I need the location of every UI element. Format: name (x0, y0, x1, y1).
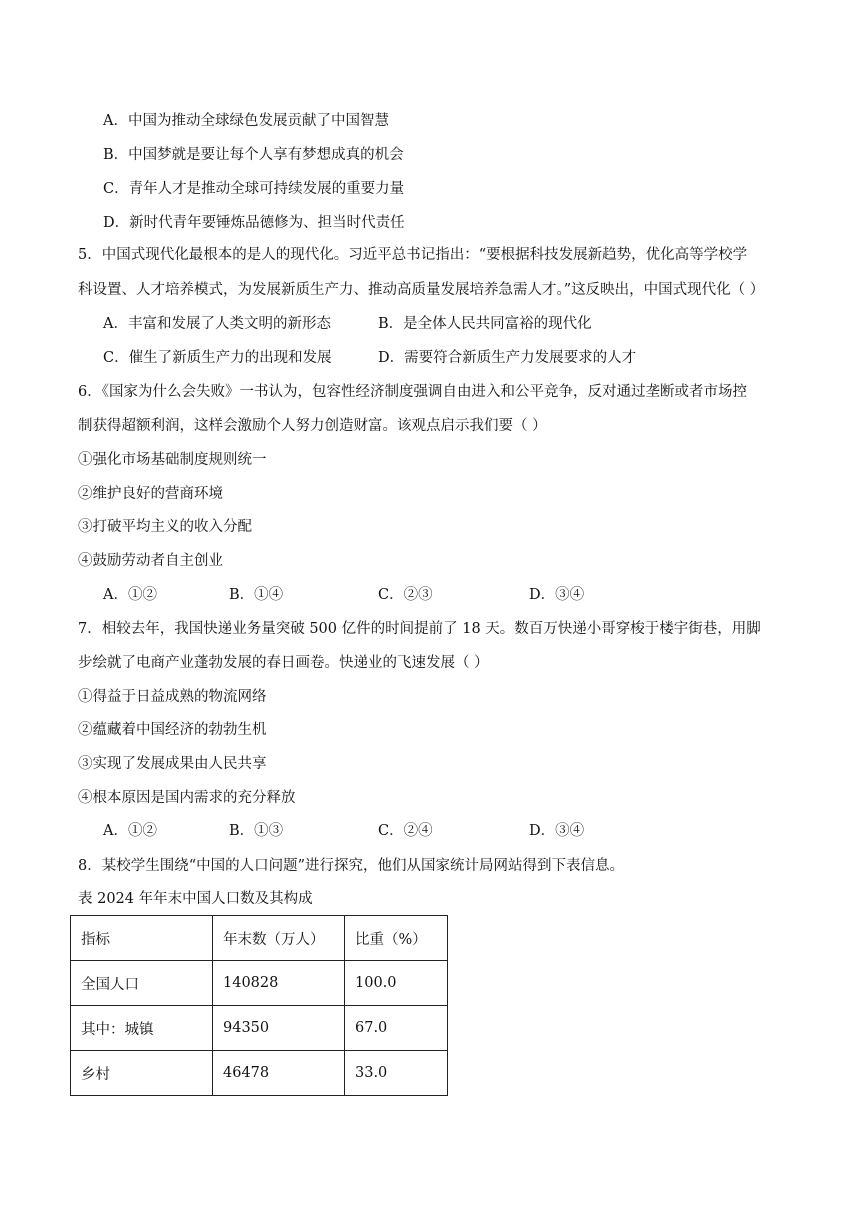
q7-item-3: ③实现了发展成果由人民共享 (78, 756, 267, 772)
q6-item-1: ①强化市场基础制度规则统一 (78, 452, 267, 468)
q7-stem-line-2: 步绘就了电商产业蓬勃发展的春日画卷。快递业的飞速发展（ ） (78, 655, 489, 671)
q6-stem-line-2: 制获得超额利润，这样会激励个人努力创造财富。该观点启示我们要（ ） (78, 418, 547, 434)
q4-option-d: D．新时代青年要锤炼品德修为、担当时代责任 (103, 215, 405, 231)
q6-item-4: ④鼓励劳动者自主创业 (78, 553, 223, 569)
q5-option-c: C．催生了新质生产力的出现和发展 (103, 350, 332, 366)
q6-stem-line-1: 6．《国家为什么会失败》一书认为，包容性经济制度强调自由进入和公平竞争，反对通过垄断或者市场控 (78, 384, 747, 400)
q6-option-d: D．③④ (529, 587, 585, 603)
q5-option-b: B．是全体人民共同富裕的现代化 (378, 316, 592, 332)
population-table (70, 915, 448, 1096)
q4-option-a: A．中国为推动全球绿色发展贡献了中国智慧 (103, 113, 389, 129)
q4-option-c: C．青年人才是推动全球可持续发展的重要力量 (103, 181, 405, 197)
q7-option-c: C．②④ (378, 823, 433, 839)
q7-item-2: ②蕴藏着中国经济的勃勃生机 (78, 722, 267, 738)
q6-option-a: A．①② (103, 587, 157, 603)
q7-item-4: ④根本原因是国内需求的充分释放 (78, 790, 296, 806)
q7-item-1: ①得益于日益成熟的物流网络 (78, 689, 267, 705)
table-row (71, 1051, 448, 1096)
table-header-cell: 年末数（万人） (213, 916, 345, 961)
table-cell: 其中：城镇 (71, 1006, 213, 1051)
q4-option-b: B．中国梦就是要让每个人享有梦想成真的机会 (103, 147, 404, 163)
table-header-cell: 指标 (71, 916, 213, 961)
q6-option-c: C．②③ (378, 587, 433, 603)
table-cell: 全国人口 (71, 961, 213, 1006)
table-header-row (71, 916, 448, 961)
table-row (71, 1006, 448, 1051)
table-cell: 46478 (213, 1051, 345, 1096)
q5-option-d: D．需要符合新质生产力发展要求的人才 (378, 350, 637, 366)
q5-stem-line-2: 科设置、人才培养模式，为发展新质生产力、推动高质量发展培养急需人才。”这反映出，中国式现代化（ ） (78, 282, 765, 298)
table-caption: 表 2024 年年末中国人口数及其构成 (78, 891, 313, 907)
q6-option-b: B．①④ (229, 587, 284, 603)
q7-option-d: D．③④ (529, 823, 585, 839)
table-cell: 67.0 (345, 1006, 448, 1051)
table-cell: 94350 (213, 1006, 345, 1051)
q6-item-2: ②维护良好的营商环境 (78, 486, 223, 502)
q7-option-a: A．①② (103, 823, 157, 839)
q5-stem-line-1: 5．中国式现代化最根本的是人的现代化。习近平总书记指出：“要根据科技发展新趋势，优化高等学校学 (78, 247, 748, 263)
q7-option-b: B．①③ (229, 823, 284, 839)
q6-item-3: ③打破平均主义的收入分配 (78, 519, 252, 535)
q5-option-a: A．丰富和发展了人类文明的新形态 (103, 316, 331, 332)
q7-stem-line-1: 7．相较去年，我国快递业务量突破 500 亿件的时间提前了 18 天。数百万快递小哥穿梭于楼宇街巷，用脚 (78, 621, 761, 637)
q8-stem: 8．某校学生围绕“中国的人口问题”进行探究，他们从国家统计局网站得到下表信息。 (78, 858, 625, 874)
table-cell: 乡村 (71, 1051, 213, 1096)
table-cell: 33.0 (345, 1051, 448, 1096)
table-header-cell: 比重（%） (345, 916, 448, 961)
table-cell: 100.0 (345, 961, 448, 1006)
table-cell: 140828 (213, 961, 345, 1006)
table-row (71, 961, 448, 1006)
